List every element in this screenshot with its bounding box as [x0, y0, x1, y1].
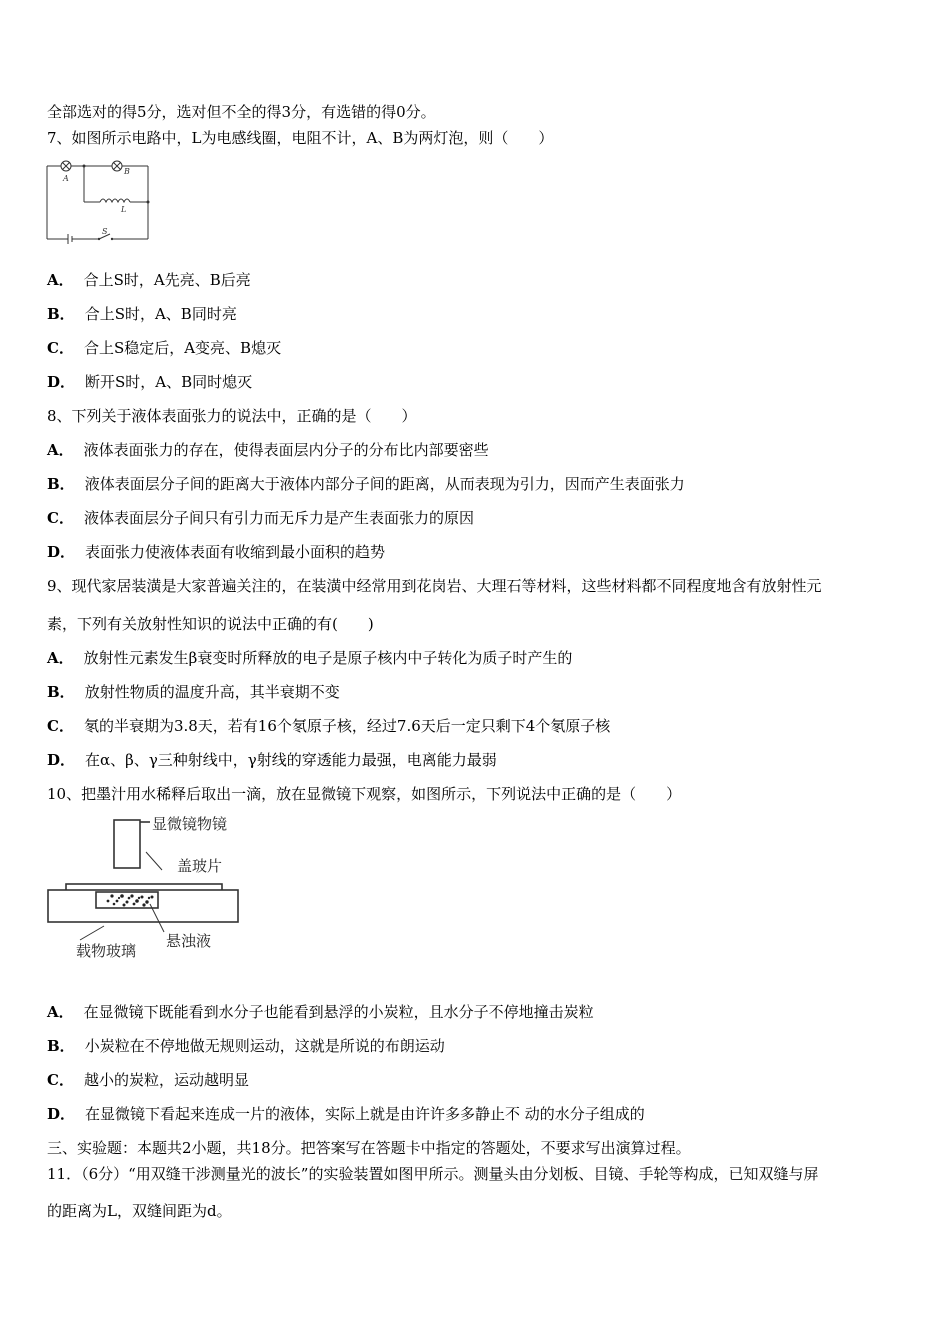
- question-8-option-b: B． 液体表面层分子间的距离大于液体内部分子间的距离，从而表现为引力，因而产生表面张力: [47, 475, 685, 493]
- question-9-stem-line-2: 素，下列有关放射性知识的说法中正确的有( ): [47, 615, 374, 633]
- section-3-heading: 三、实验题：本题共2小题，共18分。把答案写在答题卡中指定的答题处，不要求写出演算过程。: [47, 1139, 691, 1157]
- question-10-stem: 10、把墨汁用水稀释后取出一滴，放在显微镜下观察，如图所示，下列说法中正确的是（ ）: [47, 785, 682, 803]
- lamp-a-label: A: [63, 174, 69, 183]
- inductor-label: L: [121, 205, 127, 214]
- question-7-option-d: D． 断开S时，A、B同时熄灭: [47, 373, 253, 391]
- suspension-label: 悬浊液: [166, 932, 212, 950]
- question-11-stem-line-1: 11．（6分）“用双缝干涉测量光的波长”的实验装置如图甲所示。测量头由分划板、目镜、手轮等构成，已知双缝与屏: [47, 1165, 819, 1183]
- question-10-option-a: A． 在显微镜下既能看到水分子也能看到悬浮的小炭粒，且水分子不停地撞击炭粒: [47, 1003, 594, 1021]
- question-8-option-c: C． 液体表面层分子间只有引力而无斥力是产生表面张力的原因: [47, 509, 474, 527]
- question-8-stem: 8、下列关于液体表面张力的说法中，正确的是（ ）: [47, 407, 417, 425]
- question-10-option-c: C． 越小的炭粒，运动越明显: [47, 1071, 249, 1089]
- question-7-option-a: A． 合上S时，A先亮、B后亮: [47, 271, 251, 289]
- question-7-option-c: C． 合上S稳定后，A变亮、B熄灭: [47, 339, 282, 357]
- question-9-stem-line-1: 9、现代家居装潢是大家普遍关注的，在装潢中经常用到花岗岩、大理石等材料，这些材料都不同程度地含有放射性元: [47, 577, 822, 595]
- cover-glass-label: 盖玻片: [177, 857, 223, 875]
- question-7-stem: 7、如图所示电路中，L为电感线圈，电阻不计，A、B为两灯泡，则（ ）: [47, 129, 554, 147]
- question-9-option-c: C． 氡的半衰期为3.8天，若有16个氡原子核，经过7.6天后一定只剩下4个氡原子核: [47, 717, 611, 735]
- slide-label: 载物玻璃: [76, 942, 137, 960]
- question-8-option-d: D． 表面张力使液体表面有收缩到最小面积的趋势: [47, 543, 386, 561]
- question-10-option-b: B． 小炭粒在不停地做无规则运动，这就是所说的布朗运动: [47, 1037, 445, 1055]
- switch-label: S: [102, 227, 108, 236]
- objective-label: 显微镜物镜: [152, 815, 228, 833]
- circuit-diagram: [44, 156, 154, 246]
- question-11-stem-line-2: 的距离为L，双缝间距为d。: [47, 1202, 232, 1220]
- microscope-diagram: [46, 812, 246, 962]
- question-9-option-d: D． 在α、β、γ三种射线中，γ射线的穿透能力最强，电离能力最弱: [47, 751, 497, 769]
- question-9-option-b: B． 放射性物质的温度升高，其半衰期不变: [47, 683, 340, 701]
- question-8-option-a: A． 液体表面张力的存在，使得表面层内分子的分布比内部要密些: [47, 441, 489, 459]
- scoring-note: 全部选对的得5分，选对但不全的得3分，有选错的得0分。: [47, 103, 436, 121]
- lamp-b-label: B: [124, 167, 130, 176]
- question-7-option-b: B． 合上S时，A、B同时亮: [47, 305, 237, 323]
- question-10-option-d: D． 在显微镜下看起来连成一片的液体，实际上就是由许许多多静止不 动的水分子组成的: [47, 1105, 645, 1123]
- question-9-option-a: A． 放射性元素发生β衰变时所释放的电子是原子核内中子转化为质子时产生的: [47, 649, 573, 667]
